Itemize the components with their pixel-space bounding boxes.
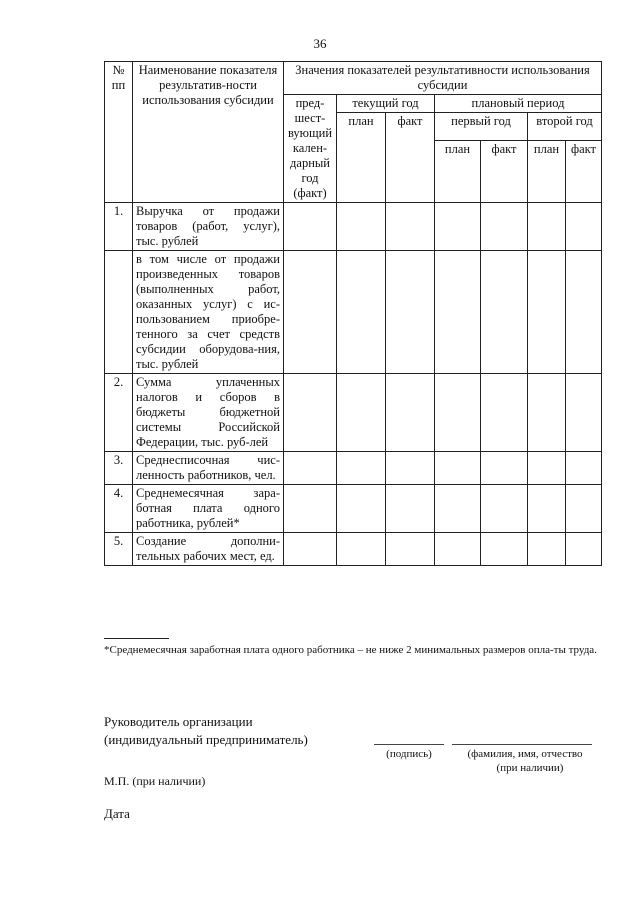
header-current-plan: план bbox=[337, 113, 386, 203]
table-row bbox=[105, 452, 602, 485]
name-caption: (фамилия, имя, отчество bbox=[467, 748, 583, 760]
row-num: 2. bbox=[105, 374, 133, 452]
header-plan-period: плановый период bbox=[435, 95, 602, 113]
row-name: Создание дополни-тельных рабочих мест, ед. bbox=[133, 533, 284, 566]
row-num: 5. bbox=[105, 533, 133, 566]
name-line bbox=[452, 744, 592, 745]
signature-caption: (подпись) bbox=[386, 748, 432, 760]
header-current-fact: факт bbox=[386, 113, 435, 203]
row-num bbox=[105, 251, 133, 374]
footnote: *Среднемесячная заработная плата одного работника – не ниже 2 минимальных размеров опла-ты труда. bbox=[104, 644, 597, 656]
header-row-1 bbox=[105, 62, 602, 95]
table-row bbox=[105, 203, 602, 251]
table-row bbox=[105, 485, 602, 533]
header-name: Наименование показателя результатив-ности использования субсидии bbox=[133, 62, 284, 203]
row-name: Сумма уплаченных налогов и сборов в бюджеты бюджетной системы Российской Федерации, тыс. руб-лей bbox=[133, 374, 284, 452]
row-name: в том числе от продажи произведенных товаров (выполненных работ, оказанных услуг) с ис-пользованием приобре-тенного за счет средств субсидии оборудова-ния, тыс. рублей bbox=[133, 251, 284, 374]
results-table bbox=[104, 61, 602, 566]
header-second-plan: план bbox=[528, 141, 566, 203]
head-title-line2: (индивидуальный предприниматель) bbox=[104, 732, 308, 747]
row-name: Среднесписочная чис-ленность работников, чел. bbox=[133, 452, 284, 485]
head-title-line1: Руководитель организации bbox=[104, 714, 253, 729]
table-row bbox=[105, 533, 602, 566]
header-values: Значения показателей результативности использования субсидии bbox=[284, 62, 602, 95]
header-prev-year: пред-шест-вующий кален-дарный год (факт) bbox=[284, 95, 337, 203]
row-num: 1. bbox=[105, 203, 133, 251]
footnote-divider bbox=[104, 638, 169, 639]
row-name: Выручка от продажи товаров (работ, услуг), тыс. рублей bbox=[133, 203, 284, 251]
row-name: Среднемесячная зара-ботная плата одного работника, рублей* bbox=[133, 485, 284, 533]
name-caption-2: (при наличии) bbox=[496, 762, 564, 774]
row-num: 4. bbox=[105, 485, 133, 533]
signature-line bbox=[374, 744, 444, 745]
header-current-year: текущий год bbox=[337, 95, 435, 113]
header-first-year: первый год bbox=[435, 113, 528, 141]
date-label: Дата bbox=[104, 806, 130, 821]
table-row bbox=[105, 251, 602, 374]
header-first-plan: план bbox=[435, 141, 481, 203]
header-second-fact: факт bbox=[566, 141, 602, 203]
header-first-fact: факт bbox=[481, 141, 528, 203]
header-second-year: второй год bbox=[528, 113, 602, 141]
stamp-note: М.П. (при наличии) bbox=[104, 774, 206, 788]
table-row bbox=[105, 374, 602, 452]
page-number: 36 bbox=[313, 36, 327, 51]
header-num: № пп bbox=[105, 62, 133, 203]
row-num: 3. bbox=[105, 452, 133, 485]
